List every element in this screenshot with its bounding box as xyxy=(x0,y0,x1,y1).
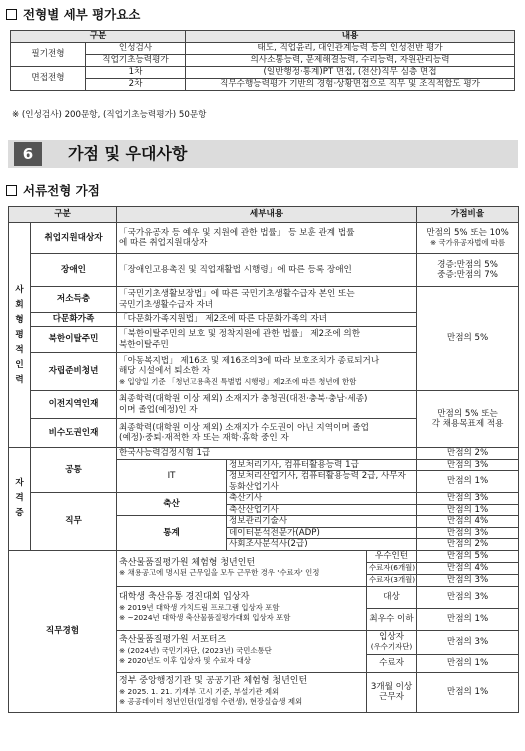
exp-intern-detail: 축산물품질평가원 체험형 청년인턴 ※ 채용공고에 명시된 근무일을 모두 근무한 경우 '수료자' 인정 xyxy=(117,550,367,586)
social-item-name: 이전지역인재 xyxy=(31,391,117,419)
rate-cell: 만점의 1% xyxy=(417,672,519,712)
row-sub: 인성검사 xyxy=(86,43,186,55)
cert-common: 공통 xyxy=(31,448,117,493)
exp-condition: 수료자 xyxy=(367,654,417,672)
social-item-name: 비수도권인재 xyxy=(31,419,117,448)
rate-cell: 만점의 4% xyxy=(417,562,519,574)
exp-condition: 수료자(6개월) xyxy=(367,562,417,574)
row-sub: 직업기초능력평가 xyxy=(86,55,186,67)
question-count-note: ※ (인성검사) 200문항, (직업기초능력평가) 50문항 xyxy=(12,110,207,120)
social-item-detail: 「국민기초생활보장법」에 따른 국민기초생활수급자 본인 또는 국민기초생활수급자 자녀 xyxy=(117,287,417,313)
social-item-name: 저소득층 xyxy=(31,287,117,313)
header-category: 구분 xyxy=(9,207,117,223)
social-item-detail: 「장애인고용촉진 및 직업재활법 시행령」에 따른 등록 장애인 xyxy=(117,254,417,287)
social-item-name: 취업지원대상자 xyxy=(31,223,117,254)
section-banner-title: 가점 및 우대사항 xyxy=(68,144,188,163)
row-sub: 2차 xyxy=(86,79,186,91)
row-content: (일반행정·통계)PT 면접, (전산)직무 심층 면접 xyxy=(186,67,515,79)
cert-tonggye: 통계 xyxy=(117,516,227,551)
cert-item: 정보처리기사, 컴퓨터활용능력 1급 xyxy=(227,459,417,471)
cert-item: 축산기사 xyxy=(227,493,417,505)
checkbox-square-icon xyxy=(6,9,17,20)
social-item-detail: 최종학력(대학원 이상 제외) 소재지가 수도권이 아닌 지역이며 졸업 (예정)·중퇴·재적한 자 또는 재학·휴학 중인 자 xyxy=(117,419,417,448)
job-experience-label: 직무경험 xyxy=(9,550,117,712)
row-group-interview: 면접전형 xyxy=(11,67,86,91)
cert-item: 정보관리기술사 xyxy=(227,516,417,528)
exp-condition: 대상 xyxy=(367,586,417,608)
section-title-bonus: 서류전형 가점 xyxy=(6,181,100,199)
rate-cell: 만점의 3% xyxy=(417,630,519,654)
social-item-detail: 「국가유공자 등 예우 및 지원에 관한 법률」 등 보훈 관계 법률 에 따른 취업지원대상자 xyxy=(117,223,417,254)
rate-cell: 만점의 2% xyxy=(417,539,519,551)
social-item-name: 자립준비청년 xyxy=(31,353,117,391)
row-group-written: 필기전형 xyxy=(11,43,86,67)
rate-cell: 경증:만점의 5% 중증:만점의 7% xyxy=(417,254,519,287)
rate-cell: 만점의 3% xyxy=(417,574,519,586)
rate-cell: 만점의 3% xyxy=(417,586,519,608)
section-banner xyxy=(8,140,518,168)
exp-condition: 입상자 (우수기자단) xyxy=(367,630,417,654)
bonus-table xyxy=(8,206,519,713)
exp-condition: 우수인턴 xyxy=(367,550,417,562)
social-item-name: 다문화가족 xyxy=(31,313,117,327)
social-item-detail: 「다문화가족지원법」 제2조에 따른 다문화가족의 자녀 xyxy=(117,313,417,327)
rate-cell: 만점의 1% xyxy=(417,504,519,516)
rate-cell: 만점의 1% xyxy=(417,471,519,493)
rate-cell: 만점의 3% xyxy=(417,527,519,539)
cert-it: IT xyxy=(117,459,227,493)
social-item-name: 북한이탈주민 xyxy=(31,327,117,353)
social-equity-label: 사 회 형 평 적 인 력 xyxy=(9,223,31,448)
cert-item: 축산산업기사 xyxy=(227,504,417,516)
header-rate: 가점비율 xyxy=(417,207,519,223)
exp-supporters-detail: 축산물품질평가원 서포터즈 ※ (2024년) 국민기자단, (2023년) 국민소통단 ※ 2020년도 이후 입상자 및 수료자 대상 xyxy=(117,630,367,672)
cert-item: 데이터분석전문가(ADP) xyxy=(227,527,417,539)
rate-cell: 만점의 5% xyxy=(417,287,519,391)
rate-cell: 만점의 2% xyxy=(417,448,519,460)
social-item-name: 장애인 xyxy=(31,254,117,287)
rate-cell: 만점의 5% 또는 10% ※ 국가유공자법에 따름 xyxy=(417,223,519,254)
cert-item: 한국사능력검정시험 1급 xyxy=(117,448,417,460)
header-content: 내용 xyxy=(186,31,515,43)
rate-cell: 만점의 1% xyxy=(417,654,519,672)
social-item-detail: 최종학력(대학원 이상 제외) 소재지가 충청권(대전·충북·충남·세종) 이며 졸업(예정)인 자 xyxy=(117,391,417,419)
rate-cell: 만점의 3% xyxy=(417,459,519,471)
rate-cell: 만점의 3% xyxy=(417,493,519,505)
row-content: 태도, 직업윤리, 대인관계능력 등의 인성전반 평가 xyxy=(186,43,515,55)
row-content: 의사소통능력, 문제해결능력, 수리능력, 자원관리능력 xyxy=(186,55,515,67)
evaluation-table xyxy=(10,30,515,91)
cert-job: 직무 xyxy=(31,493,117,551)
section-number: 6 xyxy=(14,142,42,166)
header-category: 구분 xyxy=(11,31,186,43)
rate-cell: 만점의 5% xyxy=(417,550,519,562)
rate-cell: 만점의 5% 또는 각 채용목표제 적용 xyxy=(417,391,519,448)
exp-condition: 최우수 이하 xyxy=(367,608,417,630)
row-content: 직무수행능력평가 기반의 경험·상황면접으로 직무 및 조직적합도 평가 xyxy=(186,79,515,91)
cert-chuksan: 축산 xyxy=(117,493,227,516)
certificate-label: 자 격 증 xyxy=(9,448,31,551)
exp-condition: 3개월 이상 근무자 xyxy=(367,672,417,712)
header-detail: 세부내용 xyxy=(117,207,417,223)
rate-cell: 만점의 4% xyxy=(417,516,519,528)
section-title-evaluation: 전형별 세부 평가요소 xyxy=(6,5,140,23)
exp-contest-detail: 대학생 축산유통 경진대회 입상자 ※ 2019년 대학생 가치드림 프로그램 입상자 포함 ※ ~2024년 대학생 축산물품질평가대회 입상자 포함 xyxy=(117,586,367,630)
cert-item: 사회조사분석사(2급) xyxy=(227,539,417,551)
exp-condition: 수료자(3개월) xyxy=(367,574,417,586)
row-sub: 1차 xyxy=(86,67,186,79)
rate-cell: 만점의 1% xyxy=(417,608,519,630)
cert-item: 정보처리산업기사, 컴퓨터활용능력 2급, 사무자동화산업기사 xyxy=(227,471,417,493)
social-item-detail: 「아동복지법」 제16조 및 제16조의3에 따라 보호조치가 종료되거나 해당 시설에서 퇴소한 자 ※ 입양일 기준 「청년고용촉진 특별법 시행령」제2조에 따른 청년에 한함 xyxy=(117,353,417,391)
checkbox-square-icon xyxy=(6,185,17,196)
exp-public-intern-detail: 정부 중앙행정기관 및 공공기관 체험형 청년인턴 ※ 2025. 1. 21. 기재부 고시 기준, 부설기관 제외 ※ 공공데이터 청년인턴(일경험 수련생), 현장실습생 제외 xyxy=(117,672,367,712)
social-item-detail: 「북한이탈주민의 보호 및 정착지원에 관한 법률」 제2조에 의한 북한이탈주민 xyxy=(117,327,417,353)
